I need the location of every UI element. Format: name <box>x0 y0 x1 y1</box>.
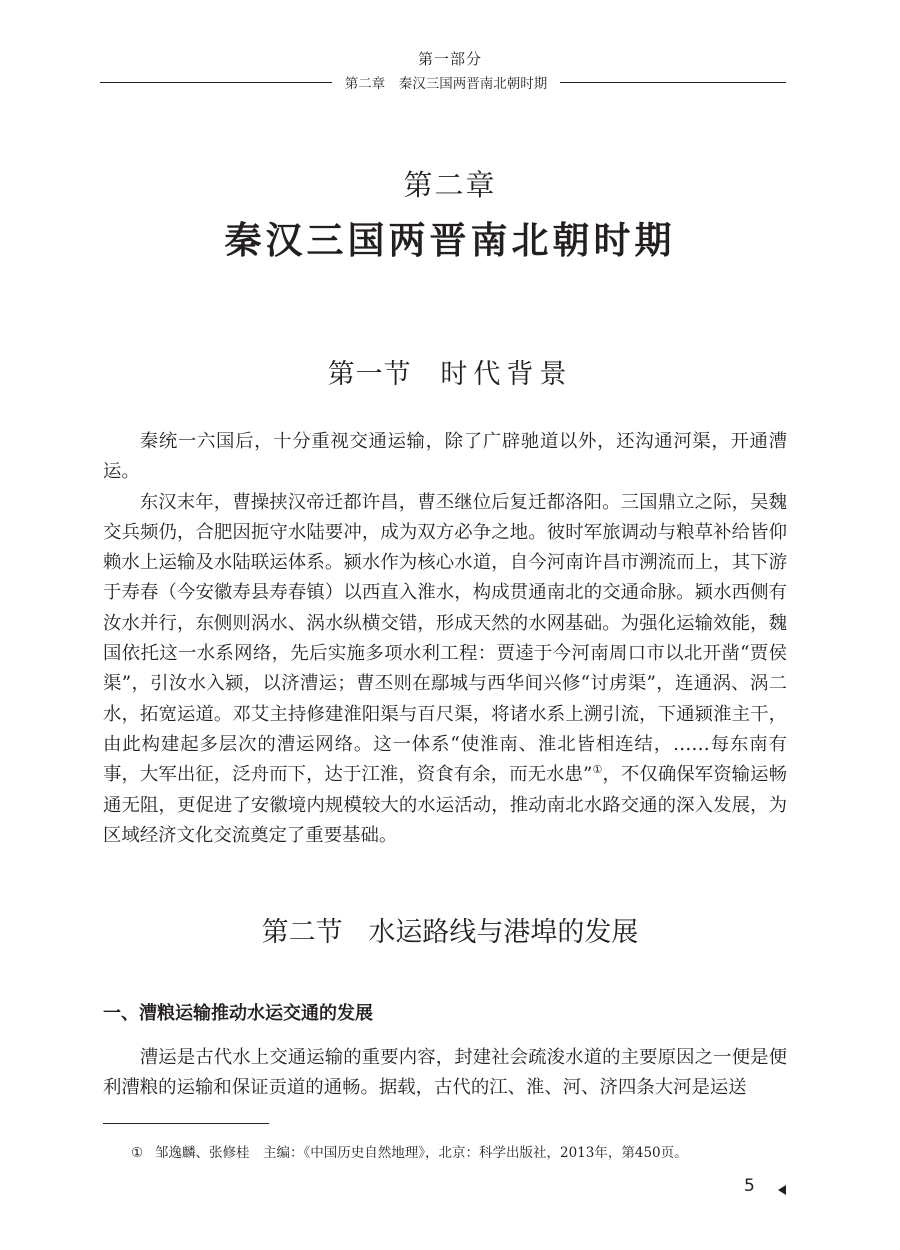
paragraph-text: 东汉末年，曹操挟汉帝迁都许昌，曹丕继位后复迁都洛阳。三国鼎立之际，吴魏交兵频仍，合肥因扼守水陆要冲，成为双方必争之地。彼时军旅调动与粮草补给皆仰赖水上运输及水陆联运体系。颍水作为核心水道，自今河南许昌市溯流而上，其下游于寿春（今安徽寿县寿春镇）以西直入淮水，构成贯通南北的交通命脉。颍水西侧有汝水并行，东侧则涡水、涡水纵横交错，形成天然的水网基础。为强化运输效能，魏国依托这一水系网络，先后实施多项水利工程：贾逵于今河南周口市以北开凿“贾侯渠”，引汝水入颍，以济漕运；曹丕则在鄢城与西华间兴修“讨虏渠”，连通涡、涡二水，拓宽运道。邓艾主持修建淮阳渠与百尺渠，将诸水系上溯引流，下通颍淮主干，由此构建起多层次的漕运网络。这一体系“使淮南、淮北皆相连结，……每东南有事，大军出征，泛舟而下，达于江淮，资食有余，而无水患” <box>103 491 787 786</box>
footnote-rule <box>103 1123 269 1124</box>
section-1-number: 第一节 <box>327 359 412 390</box>
subsection-heading: 一、漕粮运输推动水运交通的发展 <box>103 1003 373 1024</box>
section-1-title: 时代背景 <box>440 359 573 390</box>
header-rule-right <box>560 82 786 83</box>
chapter-title: 秦汉三国两晋南北朝时期 <box>224 219 676 262</box>
section-2-heading <box>0 910 900 949</box>
page-number: 5 <box>744 1176 755 1196</box>
paragraph-text-tail: ，不仅确保军资输运畅通无阻，更促进了安徽境内规模较大的水运活动，推动南北水路交通的深入发展，为区域经济文化交流奠定了重要基础。 <box>103 764 787 846</box>
paragraph <box>103 488 787 852</box>
paragraph: 漕运是古代水上交通运输的重要内容，封建社会疏浚水道的主要原因之一便是便利漕粮的运输和保证贡道的通畅。据载，古代的江、淮、河、济四条大河是运送 <box>103 1047 787 1099</box>
chapter-label: 第二章 <box>403 168 497 202</box>
header-rule-left <box>100 82 332 83</box>
section-1-body <box>103 427 787 851</box>
running-head-chapter: 第二章 秦汉三国两晋南北朝时期 <box>344 76 548 92</box>
footnote-reference[interactable]: ① <box>592 763 603 777</box>
footnote <box>131 1141 791 1161</box>
section-2-body <box>103 1043 787 1104</box>
paragraph: 秦统一六国后，十分重视交通运输，除了广辟驰道以外，还沟通河渠，开通漕运。 <box>103 431 787 483</box>
footnote-mark: ① <box>131 1145 144 1161</box>
footnote-text: 邹逸麟、张修桂 主编：《中国历史自然地理》，北京：科学出版社，2013年，第450页。 <box>155 1145 688 1161</box>
section-1-heading <box>0 352 900 391</box>
section-2-number: 第二节 <box>261 917 343 948</box>
page-arrow-icon <box>778 1185 786 1195</box>
section-2-title: 水运路线与港埠的发展 <box>368 917 639 948</box>
running-head-part: 第一部分 <box>417 50 482 68</box>
